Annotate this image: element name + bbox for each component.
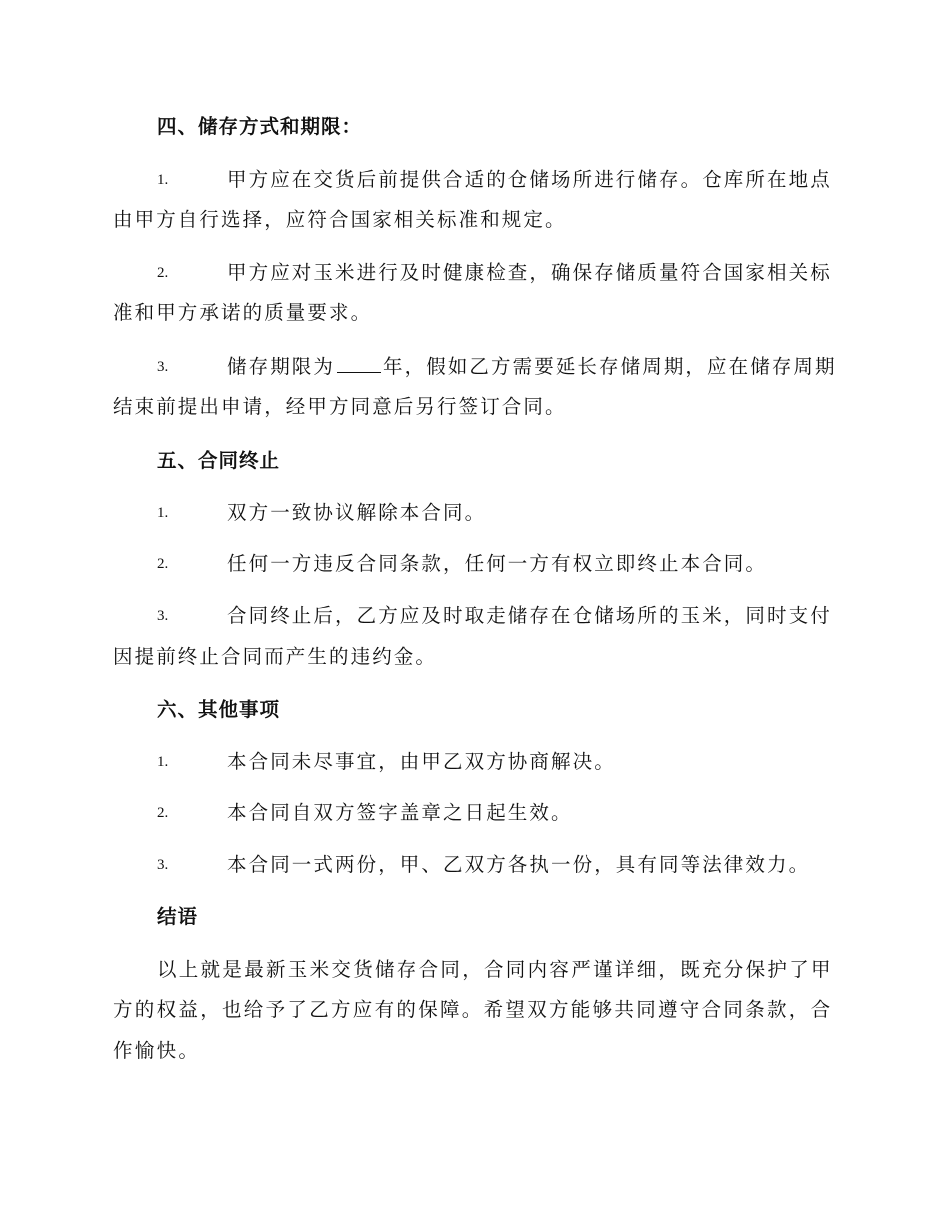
item-text: 任何一方违反合同条款，任何一方有权立即终止本合同。 xyxy=(227,552,768,575)
item-number: 1. xyxy=(157,505,169,521)
item-text: 本合同自双方签字盖章之日起生效。 xyxy=(227,801,573,824)
item-number: 2. xyxy=(157,805,169,821)
item-text-part: 储存期限为 xyxy=(227,355,336,378)
paragraph-line: 方的权益，也给予了乙方应有的保障。希望双方能够共同遵守合同条款，合 xyxy=(113,998,833,1021)
item-text xyxy=(227,353,837,381)
item-text: 本合同未尽事宜，由甲乙双方协商解决。 xyxy=(227,750,616,773)
item-number: 2. xyxy=(157,556,169,572)
item-text: 合同终止后，乙方应及时取走储存在仓储场所的玉米，同时支付 xyxy=(227,604,832,627)
paragraph-line: 以上就是最新玉米交货储存合同，合同内容严谨详细，既充分保护了甲 xyxy=(157,958,833,981)
item-number: 1. xyxy=(157,172,169,188)
item-text-continued: 准和甲方承诺的质量要求。 xyxy=(113,301,373,324)
item-text-continued: 由甲方自行选择，应符合国家相关标准和规定。 xyxy=(113,208,567,231)
item-text: 本合同一式两份，甲、乙双方各执一份，具有同等法律效力。 xyxy=(227,853,811,876)
item-number: 3. xyxy=(157,359,169,375)
item-text-part: 年，假如乙方需要延长存储周期，应在储存周期 xyxy=(383,355,837,378)
item-text: 甲方应对玉米进行及时健康检查，确保存储质量符合国家相关标 xyxy=(227,261,832,284)
section-heading-storage: 四、储存方式和期限： xyxy=(157,115,363,138)
item-number: 3. xyxy=(157,857,169,873)
section-heading-other-matters: 六、其他事项 xyxy=(157,698,281,721)
item-text: 甲方应在交货后前提供合适的仓储场所进行储存。仓库所在地点 xyxy=(227,168,832,191)
item-number: 2. xyxy=(157,265,169,281)
section-heading-conclusion: 结语 xyxy=(157,905,199,928)
item-text: 双方一致协议解除本合同。 xyxy=(227,501,487,524)
fill-in-blank xyxy=(337,354,381,373)
item-text-continued: 因提前终止合同而产生的违约金。 xyxy=(113,645,438,668)
item-text-continued: 结束前提出申请，经甲方同意后另行签订合同。 xyxy=(113,395,567,418)
paragraph-line: 作愉快。 xyxy=(113,1039,201,1062)
item-number: 1. xyxy=(157,754,169,770)
section-heading-termination: 五、合同终止 xyxy=(157,449,281,472)
item-number: 3. xyxy=(157,608,169,624)
